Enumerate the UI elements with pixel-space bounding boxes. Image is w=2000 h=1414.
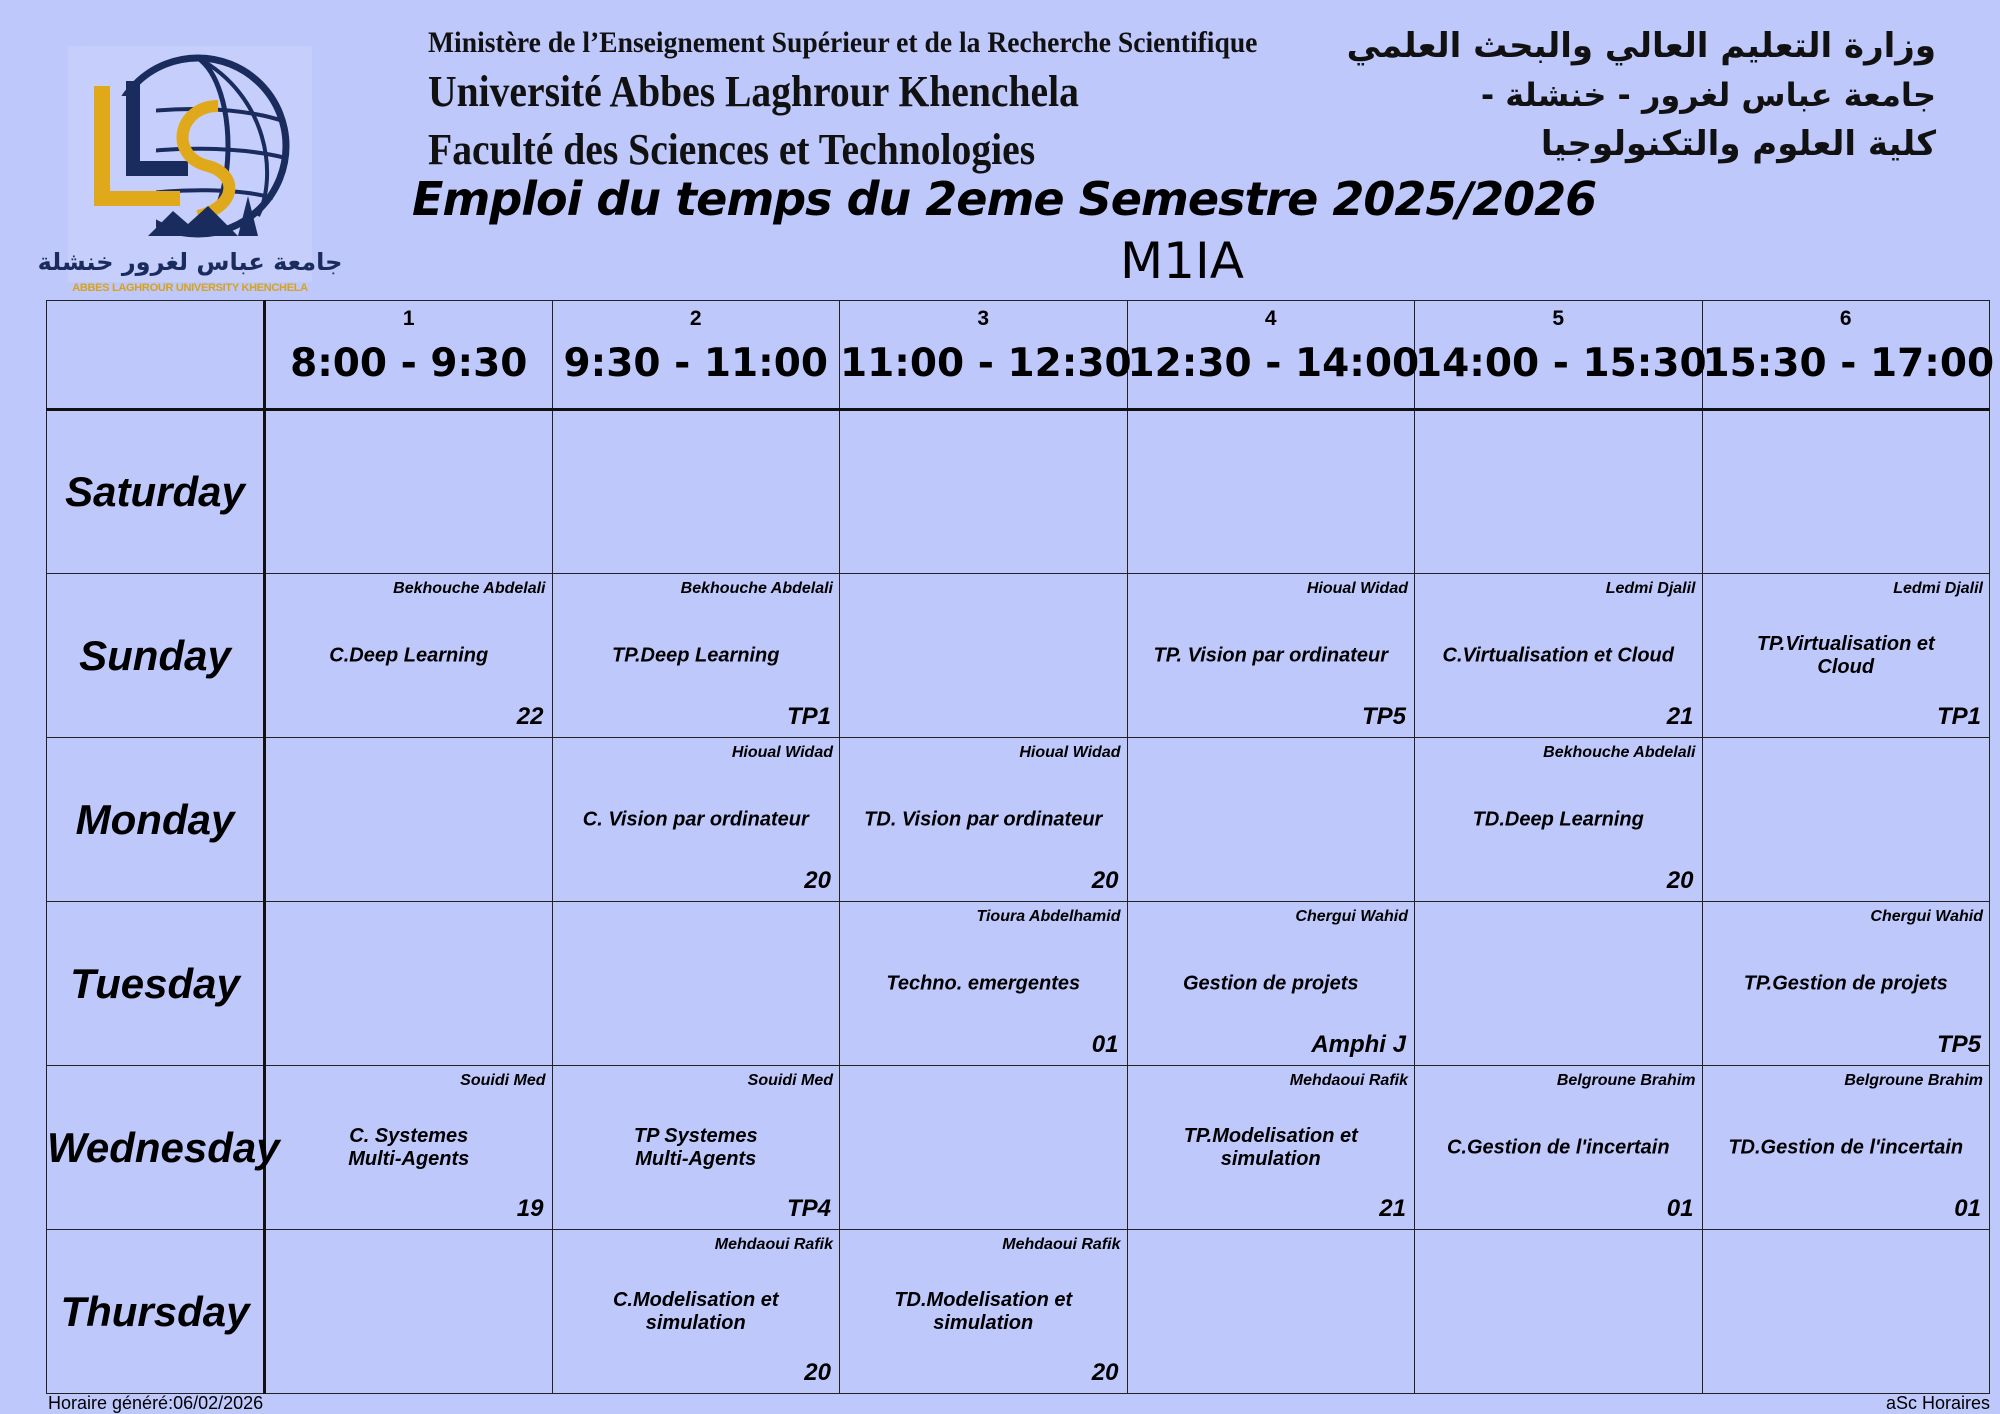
- lesson-cell: [840, 902, 1128, 1066]
- lesson-room: Amphi J: [1311, 1031, 1406, 1058]
- lesson-teacher: Bekhouche Abdelali: [680, 580, 833, 597]
- university-logo: [37, 46, 343, 296]
- empty-cell: [265, 738, 553, 902]
- period-number: 3: [977, 307, 990, 330]
- lesson-cell: [265, 574, 553, 738]
- day-cell: [47, 1230, 265, 1394]
- ministry-name-ar: وزارة التعليم العالي والبحث العلمي: [1346, 26, 1936, 66]
- empty-cell: [265, 902, 553, 1066]
- lesson-room: 20: [1091, 867, 1119, 894]
- lesson-room: 22: [516, 703, 544, 730]
- day-name: Sunday: [79, 631, 231, 679]
- lesson-subject: TP.Virtualisation et Cloud: [1756, 632, 1935, 678]
- lesson-teacher: Ledmi Djalil: [1893, 580, 1983, 597]
- period-time: 9:30 - 11:00: [563, 341, 828, 386]
- day-name: Thursday: [60, 1287, 250, 1335]
- lesson-subject: TD.Modelisation et simulation: [894, 1288, 1073, 1334]
- lesson-room: TP1: [786, 703, 831, 730]
- empty-cell: [552, 410, 840, 574]
- empty-cell: [1127, 738, 1415, 902]
- corner-cell: [47, 301, 265, 410]
- lesson-teacher: Souidi Med: [460, 1072, 546, 1089]
- day-name: Saturday: [65, 468, 245, 515]
- lesson-teacher: Mehdaoui Rafik: [1289, 1072, 1408, 1089]
- lesson-room: 21: [1379, 1195, 1406, 1222]
- lesson-room: TP5: [1361, 703, 1406, 730]
- lesson-teacher: Belgroune Brahim: [1844, 1072, 1983, 1089]
- period-number: 4: [1264, 307, 1277, 330]
- lesson-teacher: Hioual Widad: [1306, 580, 1408, 597]
- logo-arabic-text: جامعة عباس لغرور خنشلة: [37, 248, 343, 276]
- lesson-subject: C. Vision par ordinateur: [582, 808, 809, 830]
- lesson-teacher: Chergui Wahid: [1295, 908, 1408, 925]
- lesson-teacher: Bekhouche Abdelali: [1543, 744, 1696, 761]
- lesson-cell: [552, 1066, 840, 1230]
- lesson-cell: [1702, 902, 1990, 1066]
- lesson-cell: [552, 1230, 840, 1394]
- lesson-subject: C.Gestion de l'incertain: [1446, 1136, 1670, 1158]
- lesson-cell: [840, 1230, 1128, 1394]
- day-cell: [47, 902, 265, 1066]
- empty-cell: [1415, 410, 1703, 574]
- lesson-cell: [1127, 902, 1415, 1066]
- empty-cell: [552, 902, 840, 1066]
- lesson-subject: Techno. emergentes: [886, 972, 1081, 994]
- day-name: Monday: [75, 795, 235, 843]
- lesson-cell: [1415, 574, 1703, 738]
- lesson-subject: TD.Deep Learning: [1472, 808, 1644, 830]
- university-name-ar: جامعة عباس لغرور - خنشلة -: [1480, 76, 1936, 114]
- lesson-teacher: Ledmi Djalil: [1605, 580, 1696, 597]
- day-row: [47, 1230, 1990, 1394]
- day-row: [47, 410, 1990, 574]
- timetable-title: Emploi du temps du 2eme Semestre 2025/2026: [412, 172, 1597, 226]
- day-name: Wednesday: [47, 1123, 280, 1171]
- lesson-room: 01: [1954, 1195, 1981, 1222]
- lesson-cell: [552, 738, 840, 902]
- period-time: 11:00 - 12:30: [840, 341, 1132, 386]
- lesson-room: 01: [1091, 1031, 1119, 1058]
- lesson-cell: [1415, 1066, 1703, 1230]
- lesson-subject: TP.Gestion de projets: [1743, 972, 1948, 994]
- lesson-teacher: Chergui Wahid: [1870, 908, 1983, 925]
- period-header: [265, 301, 553, 410]
- empty-cell: [1702, 738, 1990, 902]
- lesson-subject: TP.Deep Learning: [612, 644, 780, 666]
- periods-header-row: [47, 301, 1990, 410]
- day-row: [47, 738, 1990, 902]
- period-header: [1702, 301, 1995, 410]
- lesson-room: 20: [1091, 1359, 1119, 1386]
- lesson-subject: C. Systemes Multi-Agents: [348, 1124, 470, 1170]
- lesson-teacher: Hioual Widad: [731, 744, 833, 761]
- day-cell: [47, 1066, 280, 1230]
- empty-cell: [840, 1066, 1128, 1230]
- generated-date: Horaire généré:06/02/2026: [48, 1393, 264, 1413]
- period-header: [552, 301, 840, 410]
- period-time: 12:30 - 14:00: [1127, 341, 1420, 386]
- empty-cell: [1127, 410, 1415, 574]
- class-name: M1IA: [1120, 232, 1244, 290]
- empty-cell: [840, 574, 1128, 738]
- day-cell: [47, 574, 265, 738]
- lesson-room: 20: [1666, 867, 1694, 894]
- lesson-room: 21: [1666, 703, 1694, 730]
- empty-cell: [1415, 1230, 1703, 1394]
- globe-logo-icon: [37, 46, 343, 282]
- lesson-teacher: Bekhouche Abdelali: [393, 580, 546, 597]
- day-cell: [47, 410, 265, 574]
- day-row: [47, 1066, 1990, 1230]
- period-number: 2: [689, 307, 702, 330]
- day-row: [47, 902, 1990, 1066]
- university-name-fr: Université Abbes Laghrour Khenchela: [428, 67, 1079, 116]
- lesson-subject: C.Virtualisation et Cloud: [1442, 644, 1674, 666]
- lesson-teacher: Mehdaoui Rafik: [714, 1236, 833, 1253]
- empty-cell: [265, 1230, 553, 1394]
- software-credit: aSc Horaires: [1885, 1393, 1990, 1413]
- empty-cell: [1702, 1230, 1990, 1394]
- lesson-teacher: Mehdaoui Rafik: [1002, 1236, 1121, 1253]
- lesson-room: TP4: [786, 1195, 831, 1222]
- lesson-cell: [1415, 738, 1703, 902]
- lesson-teacher: Tioura Abdelhamid: [976, 908, 1121, 925]
- lesson-subject: C.Deep Learning: [329, 644, 489, 666]
- day-row: [47, 574, 1990, 738]
- lesson-subject: Gestion de projets: [1182, 972, 1359, 994]
- lesson-room: 19: [516, 1195, 544, 1222]
- logo-caption: ABBES LAGHROUR UNIVERSITY KHENCHELA: [72, 282, 308, 294]
- day-name: Tuesday: [70, 959, 240, 1007]
- lesson-cell: [265, 1066, 553, 1230]
- empty-cell: [265, 410, 553, 574]
- lesson-room: TP5: [1936, 1031, 1981, 1058]
- period-number: 6: [1839, 307, 1852, 330]
- ministry-name-fr: Ministère de l’Enseignement Supérieur et de la Recherche Scientifique: [428, 26, 1258, 59]
- faculty-name-fr: Faculté des Sciences et Technologies: [428, 125, 1036, 174]
- lesson-subject: TD.Gestion de l'incertain: [1728, 1136, 1964, 1158]
- period-time: 14:00 - 15:30: [1415, 341, 1707, 386]
- period-number: 1: [402, 307, 415, 330]
- empty-cell: [840, 410, 1128, 574]
- lesson-subject: TD. Vision par ordinateur: [864, 808, 1103, 830]
- lesson-subject: C.Modelisation et simulation: [612, 1288, 779, 1334]
- period-time: 8:00 - 9:30: [290, 341, 528, 386]
- lesson-cell: [1127, 1066, 1415, 1230]
- lesson-room: 01: [1666, 1195, 1694, 1222]
- day-cell: [47, 738, 265, 902]
- lesson-teacher: Hioual Widad: [1019, 744, 1121, 761]
- period-header: [1415, 301, 1707, 410]
- lesson-subject: TP. Vision par ordinateur: [1153, 644, 1388, 666]
- lesson-subject: TP.Modelisation et simulation: [1183, 1124, 1358, 1170]
- empty-cell: [1702, 410, 1990, 574]
- timetable-grid: [46, 300, 1995, 1394]
- period-time: 15:30 - 17:00: [1702, 341, 1995, 386]
- faculty-name-ar: كلية العلوم والتكنولوجيا: [1540, 124, 1936, 164]
- lesson-subject: TP Systemes Multi-Agents: [633, 1124, 758, 1170]
- period-number: 5: [1552, 307, 1565, 330]
- lesson-cell: [840, 738, 1128, 902]
- empty-cell: [1415, 902, 1703, 1066]
- lesson-room: 20: [804, 1359, 831, 1386]
- lesson-teacher: Souidi Med: [747, 1072, 833, 1089]
- lesson-teacher: Belgroune Brahim: [1556, 1072, 1696, 1089]
- period-header: [840, 301, 1132, 410]
- lesson-cell: [1127, 574, 1415, 738]
- period-header: [1127, 301, 1420, 410]
- lesson-cell: [1702, 1066, 1990, 1230]
- empty-cell: [1127, 1230, 1415, 1394]
- lesson-room: 20: [804, 867, 831, 894]
- lesson-cell: [1702, 574, 1990, 738]
- lesson-room: TP1: [1936, 703, 1981, 730]
- lesson-cell: [552, 574, 840, 738]
